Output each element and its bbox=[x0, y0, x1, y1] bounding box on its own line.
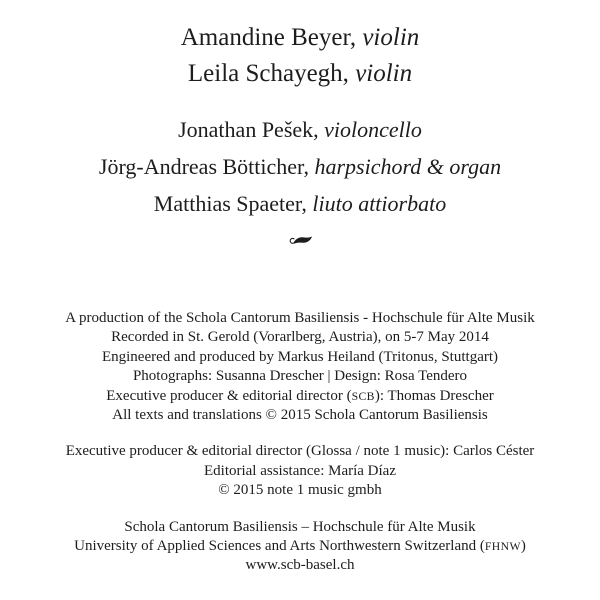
credit-line: Engineered and produced by Markus Heiland (Tritonus, Stuttgart) bbox=[101, 348, 499, 365]
performers-group-secondary bbox=[0, 111, 600, 222]
footer-line-segment: ) bbox=[520, 538, 526, 555]
credit-line: Photographs: Susanna Drescher | Design: Rosa Tendero bbox=[132, 368, 468, 385]
credit-line: Executive producer & editorial director (Glossa / note 1 music): Carlos Céster bbox=[65, 443, 535, 460]
copyright-line: © 2015 note 1 music gmbh bbox=[218, 482, 382, 499]
performer-name: Leila Schayegh, bbox=[187, 60, 349, 87]
institution-footer-block bbox=[0, 518, 600, 576]
label-credits-block bbox=[0, 442, 600, 500]
small-caps-abbreviation: FHNW bbox=[484, 540, 521, 554]
small-caps-abbreviation: SCB bbox=[351, 389, 375, 403]
website-url: www.scb-basel.ch bbox=[245, 557, 355, 574]
performer-instrument: violoncello bbox=[324, 117, 422, 142]
credit-line: Editorial assistance: María Díaz bbox=[203, 462, 396, 479]
performer-name: Amandine Beyer, bbox=[180, 24, 357, 51]
performer-line bbox=[0, 20, 600, 56]
performer-instrument: liuto attiorbato bbox=[312, 191, 447, 216]
performer-line bbox=[0, 56, 600, 92]
credit-line: All texts and translations © 2015 Schola Cantorum Basiliensis bbox=[112, 407, 488, 424]
credit-line-segment: ): Thomas Drescher bbox=[374, 387, 494, 404]
credit-line: Recorded in St. Gerold (Vorarlberg, Austria), on 5-7 May 2014 bbox=[111, 329, 489, 346]
credit-line: A production of the Schola Cantorum Basiliensis - Hochschule für Alte Musik bbox=[65, 310, 535, 326]
performer-name: Matthias Spaeter, bbox=[153, 191, 307, 216]
performer-instrument: violin bbox=[355, 60, 413, 87]
credit-line bbox=[0, 387, 600, 406]
performer-line bbox=[0, 185, 600, 222]
institution-name-line: Schola Cantorum Basiliensis – Hochschule für Alte Musik bbox=[124, 518, 476, 535]
footer-line-segment: University of Applied Sciences and Arts Northwestern Switzerland ( bbox=[74, 538, 485, 555]
performer-line bbox=[0, 111, 600, 148]
performer-name: Jonathan Pešek, bbox=[178, 117, 319, 142]
performer-instrument: harpsichord & organ bbox=[314, 154, 502, 179]
ornament-row bbox=[0, 228, 600, 254]
credit-line-segment: Executive producer & editorial director ( bbox=[106, 387, 352, 404]
fleuron-ornament-icon bbox=[287, 234, 314, 248]
performer-line bbox=[0, 148, 600, 185]
institution-subtitle-line bbox=[0, 537, 600, 556]
production-credits-block bbox=[0, 309, 600, 425]
performers-group-primary bbox=[0, 0, 600, 92]
performer-name: Jörg-Andreas Bötticher, bbox=[98, 154, 309, 179]
performer-instrument: violin bbox=[362, 24, 420, 51]
